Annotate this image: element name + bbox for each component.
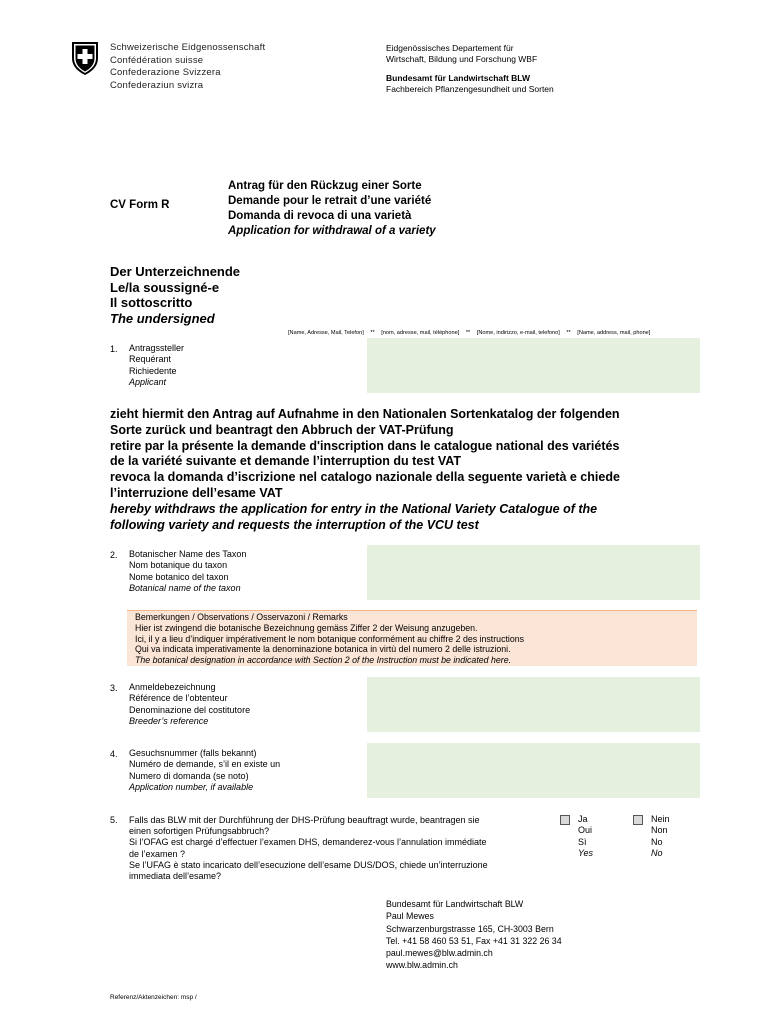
- confederation-name-de: Schweizerische Eidgenossenschaft: [110, 42, 266, 53]
- question-3-label: [129, 682, 250, 727]
- undersigned-it: Il sottoscritto: [110, 295, 193, 310]
- confederation-name-fr: Confédération suisse: [110, 54, 204, 66]
- question-number: 2.: [110, 550, 118, 560]
- form-title-it: Domanda di revoca di una varietà: [228, 210, 412, 222]
- statement-line-en: hereby withdraws the application for entry in the National Variety Catalogue of the: [110, 501, 598, 516]
- department-block: [386, 43, 554, 95]
- option-line: Sì: [578, 836, 587, 847]
- label-line: Denominazione del costitutore: [129, 704, 251, 715]
- question-4-label: [129, 748, 280, 793]
- undersigned-fr: Le/la soussigné-e: [110, 279, 220, 295]
- form-title-de: Antrag für den Rückzug einer Sorte: [228, 180, 422, 192]
- swiss-cross-shield-icon: [70, 40, 100, 76]
- hint-it: [Nome, indirizzo, e-mail, telefono]: [476, 330, 560, 336]
- label-line: Requérant: [129, 354, 172, 365]
- remarks-heading: Bemerkungen / Observations / Osservazoni / Remarks: [135, 612, 348, 622]
- hint-separator: **: [465, 330, 471, 336]
- label-line: Gesuchsnummer (falls bekannt): [129, 748, 257, 758]
- form-title-en: Application for withdrawal of a variety: [228, 225, 436, 237]
- label-line: immediata dell’esame?: [129, 871, 222, 882]
- label-line-en: Breeder’s reference: [129, 715, 209, 726]
- department-line: Wirtschaft, Bildung und Forschung WBF: [386, 54, 538, 64]
- label-line: Numero di domanda (se noto): [129, 770, 249, 781]
- question-number: 3.: [110, 683, 118, 693]
- label-line: Si l’OFAG est chargé d’effectuer l’examen DHS, demanderez-vous l’annulation immédiate: [129, 837, 487, 848]
- statement-line: l’interruzione dell’esame VAT: [110, 485, 283, 500]
- option-line-en: Yes: [578, 847, 594, 858]
- label-line: Numéro de demande, s’il en existe un: [129, 759, 281, 770]
- application-number-input[interactable]: [367, 743, 700, 798]
- department-line: Eidgenössisches Departement für: [386, 43, 514, 53]
- contact-address: Schwarzenburgstrasse 165, CH-3003 Bern: [386, 923, 554, 934]
- label-line: de l’examen ?: [129, 848, 186, 859]
- label-line: Nom botanique du taxon: [129, 560, 228, 571]
- question-5-label: [129, 815, 549, 882]
- statement-line: zieht hiermit den Antrag auf Aufnahme in den Nationalen Sortenkatalog der folgenden: [110, 407, 620, 421]
- statement-line: revoca la domanda d’iscrizione nel catalogo nazionale della seguente varietà e chiede: [110, 470, 620, 485]
- label-line: Richiedente: [129, 365, 177, 376]
- contact-phone: Tel. +41 58 460 53 51, Fax +41 31 322 26 34: [386, 935, 562, 946]
- remarks-box: [127, 610, 697, 666]
- withdrawal-statement: [110, 407, 710, 533]
- statement-line: de la variété suivante et demande l’interruption du test VAT: [110, 454, 462, 469]
- option-line: Ja: [578, 814, 588, 824]
- question-1-label: [129, 343, 184, 388]
- hint-separator: **: [566, 330, 571, 336]
- remarks-line: Qui va indicata imperativamente la denominazione botanica in virtù del numero 2 delle istruzioni.: [135, 644, 511, 655]
- breeder-reference-input[interactable]: [367, 677, 700, 732]
- botanical-name-input[interactable]: [367, 545, 700, 600]
- yes-checkbox[interactable]: [560, 815, 570, 825]
- confederation-name-it: Confederazione Svizzera: [110, 67, 221, 78]
- label-line-en: Applicant: [129, 376, 167, 387]
- hint-de: [Name, Adresse, Mail, Telefon]: [288, 330, 364, 336]
- contact-website-link[interactable]: www.blw.admin.ch: [386, 960, 458, 971]
- option-line: No: [651, 836, 663, 847]
- question-2-label: [129, 549, 246, 594]
- remarks-line: Ici, il y a lieu d’indiquer impérativement le nom botanique conformément au chiffre 2 des instructions: [135, 633, 525, 644]
- office-name: Bundesamt für Landwirtschaft BLW: [386, 73, 531, 83]
- contact-office: Bundesamt für Landwirtschaft BLW: [386, 899, 524, 909]
- contact-block: [386, 898, 562, 972]
- no-checkbox[interactable]: [633, 815, 643, 825]
- label-line: Référence de l’obtenteur: [129, 693, 228, 704]
- form-title-fr: Demande pour le retrait d’une variété: [228, 195, 432, 207]
- label-line-en: Application number, if available: [129, 781, 254, 792]
- undersigned-heading: [110, 264, 240, 326]
- no-option-label: [651, 814, 670, 859]
- label-line: einen sofortigen Prüfungsabbruch?: [129, 826, 270, 837]
- label-line: Anmeldebezeichnung: [129, 682, 216, 692]
- reference-footer: Referenz/Aktenzeichen: msp /: [110, 994, 197, 1001]
- label-line: Se l’UFAG è stato incaricato dell’esecuzione dell’esame DUS/DOS, chiede un’interruzione: [129, 859, 488, 870]
- confederation-names: [110, 42, 265, 92]
- label-line: Falls das BLW mit der Durchführung der DHS-Prüfung beauftragt wurde, beantragen sie: [129, 815, 480, 825]
- yes-option-label: [578, 814, 593, 859]
- label-line: Nome botanico del taxon: [129, 571, 229, 582]
- confederation-name-rm: Confederaziun svizra: [110, 79, 204, 91]
- applicant-field-hints: [288, 330, 655, 336]
- option-line: Non: [651, 825, 668, 836]
- question-number: 5.: [110, 815, 118, 825]
- question-number: 4.: [110, 749, 118, 759]
- label-line-en: Botanical name of the taxon: [129, 582, 241, 593]
- remarks-line-en: The botanical designation in accordance with Section 2 of the Instruction must be indicated here.: [135, 655, 512, 666]
- hint-fr: [nom, adresse, mail, téléphone]: [381, 330, 460, 336]
- statement-line: Sorte zurück und beantragt den Abbruch der VAT-Prüfung: [110, 422, 454, 437]
- office-unit: Fachbereich Pflanzengesundheit und Sorten: [386, 84, 554, 94]
- undersigned-en: The undersigned: [110, 310, 215, 326]
- statement-line: retire par la présente la demande d'inscription dans le catalogue national des variétés: [110, 438, 620, 453]
- option-line-en: No: [651, 847, 663, 858]
- remarks-line: Hier ist zwingend die botanische Bezeichnung gemäss Ziffer 2 der Weisung anzugeben.: [135, 622, 478, 633]
- option-line: Oui: [578, 825, 593, 836]
- hint-en: [Name, address, mail, phone]: [577, 330, 651, 336]
- option-line: Nein: [651, 814, 670, 824]
- question-number: 1.: [110, 344, 118, 354]
- form-code: CV Form R: [110, 199, 170, 211]
- form-titles: [228, 179, 436, 239]
- statement-line-en: following variety and requests the interruption of the VCU test: [110, 517, 479, 532]
- undersigned-de: Der Unterzeichnende: [110, 264, 241, 279]
- label-line: Botanischer Name des Taxon: [129, 549, 247, 559]
- label-line: Antragssteller: [129, 343, 185, 353]
- hint-separator: **: [370, 330, 375, 336]
- contact-person: Paul Mewes: [386, 911, 434, 922]
- applicant-input[interactable]: [367, 338, 700, 393]
- contact-email-link[interactable]: paul.mewes@blw.admin.ch: [386, 948, 493, 959]
